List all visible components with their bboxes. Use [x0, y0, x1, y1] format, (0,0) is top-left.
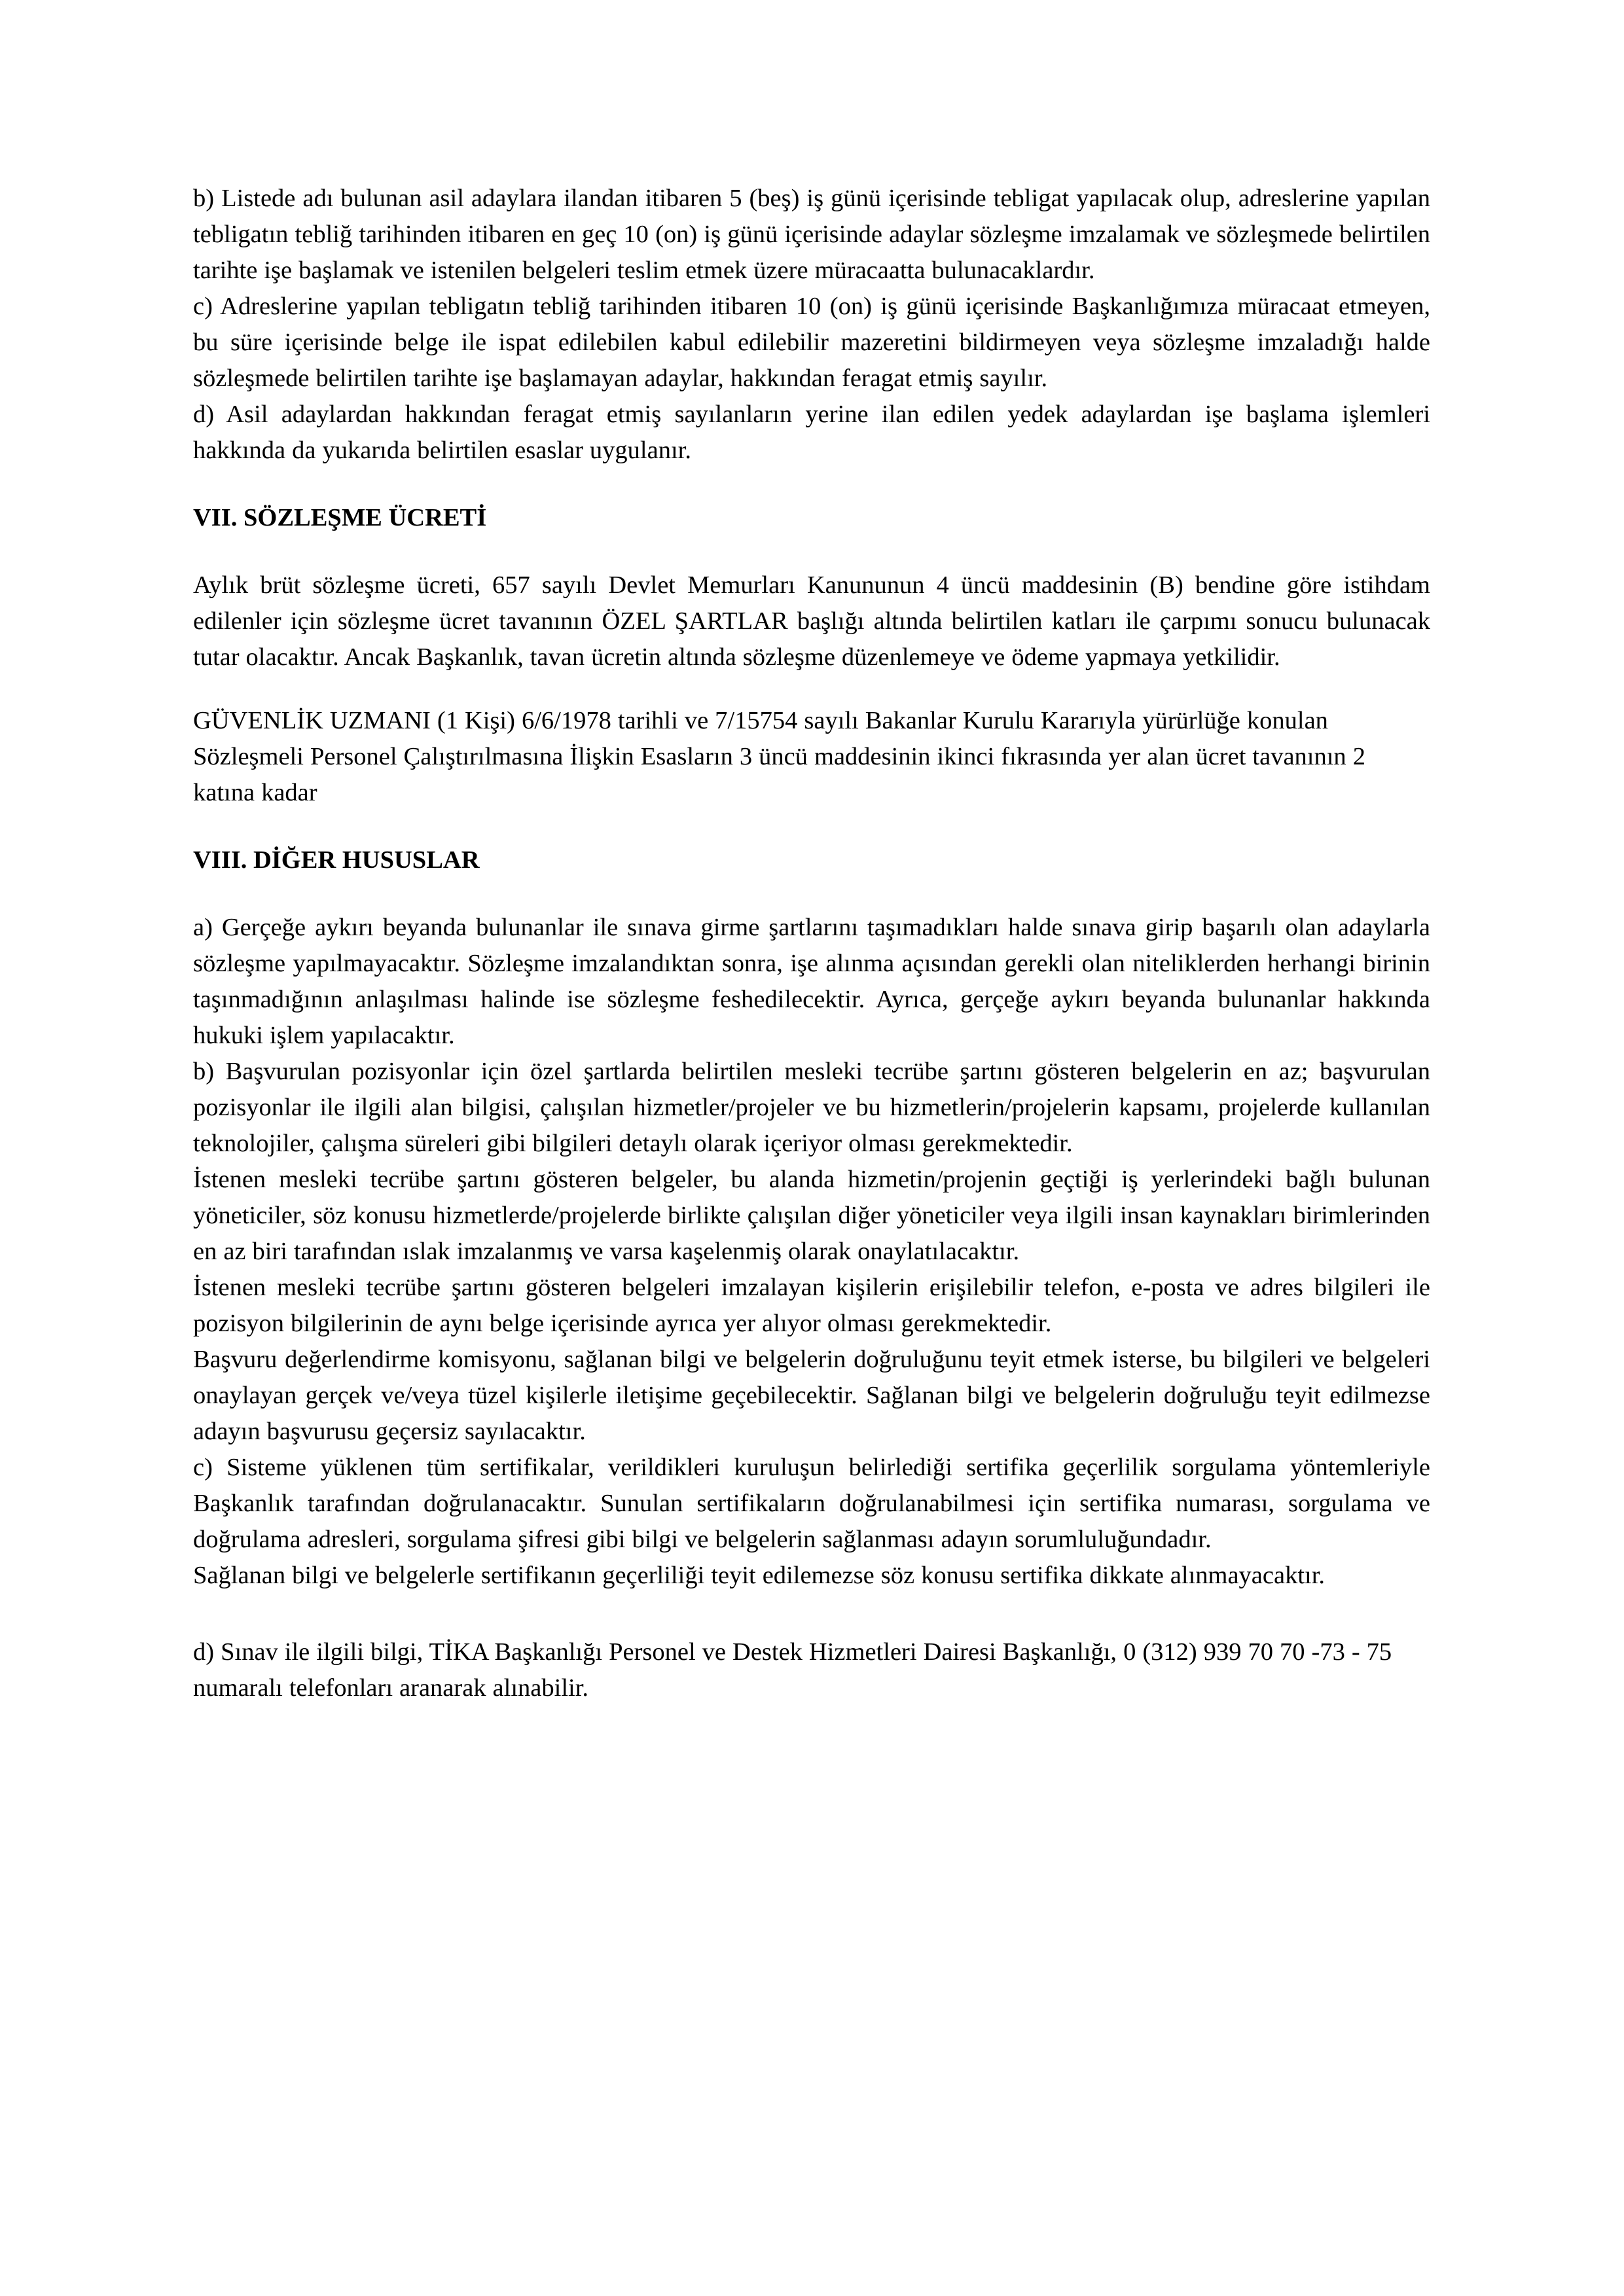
- paragraph-viii-a: a) Gerçeğe aykırı beyanda bulunanlar ile sınava girme şartlarını taşımadıkları halde sınava girip başarılı olan adaylarla sözleşme yapılmayacaktır. Sözleşme imzalandıktan sonra, işe alınma açısından gerekli olan niteliklerden herhangi birinin taşınmadığının anlaşılması halinde ise sözleşme feshedilecektir. Ayrıca, gerçeğe aykırı beyanda bulunanlar hakkında hukuki işlem yapılacaktır.: [193, 914, 1430, 1049]
- spacer-before-heading-vii: [193, 469, 1430, 500]
- paragraph-c-feragat: c) Adreslerine yapılan tebligatın tebliğ tarihinden itibaren 10 (on) iş günü içerisinde Başkanlığımıza müracaat etmeyen, bu süre içerisinde belge ile ispat edilebilen kabul edilebilir mazeretini bildirmeyen veya sözleşme imzaladığı halde sözleşmede belirtilen tarihte işe başlamayan adaylar, hakkından feragat etmiş sayılır.: [193, 293, 1430, 392]
- paragraph-viii-b: b) Başvurulan pozisyonlar için özel şartlarda belirtilen mesleki tecrübe şartını gösteren belgelerin en az; başvurulan pozisyonlar ile ilgili alan bilgisi, çalışılan hizmetler/projeler ve bu hizmetlerin/projelerin kapsamı, projelerde kullanılan teknolojiler, çalışma süreleri gibi bilgileri detaylı olarak içeriyor olması gerekmektedir.: [193, 1058, 1430, 1157]
- spacer-after-heading-viii: [193, 878, 1430, 910]
- paragraph-d-yedek-adaylar: d) Asil adaylardan hakkından feragat etmiş sayılanların yerine ilan edilen yedek adaylardan işe başlama işlemleri hakkında da yukarıda belirtilen esaslar uygulanır.: [193, 401, 1430, 464]
- paragraph-viii-b-islak-imza: İstenen mesleki tecrübe şartını gösteren belgeler, bu alanda hizmetin/projenin geçtiği iş yerlerindeki bağlı bulunan yöneticiler, söz konusu hizmetlerde/projelerde birlikte çalışılan diğer yöneticiler veya ilgili insan kaynakları birimlerinden en az biri tarafından ıslak imzalanmış ve varsa kaşelenmiş olarak onaylatılacaktır.: [193, 1166, 1430, 1265]
- paragraph-viii-c: c) Sisteme yüklenen tüm sertifikalar, verildikleri kuruluşun belirlediği sertifika geçerlilik sorgulama yöntemleriyle Başkanlık tarafından doğrulanacaktır. Sunulan sertifikaların doğrulanabilmesi için sertifika numarası, sorgulama ve doğrulama adresleri, sorgulama şifresi gibi bilgi ve belgelerin sağlanması adayın sorumluluğundadır.: [193, 1454, 1430, 1553]
- paragraph-viii-d: d) Sınav ile ilgili bilgi, TİKA Başkanlığı Personel ve Destek Hizmetleri Dairesi Başkanlığı, 0 (312) 939 70 70 -73 - 75 numaralı telefonları aranarak alınabilir.: [193, 1638, 1392, 1702]
- paragraph-vii-guvenlik-uzmani: GÜVENLİK UZMANI (1 Kişi) 6/6/1978 tarihli ve 7/15754 sayılı Bakanlar Kurulu Kararıyla yürürlüğe konulan Sözleşmeli Personel Çalıştırılmasına İlişkin Esasların 3 üncü maddesinin ikinci fıkrasında yer alan ücret tavanının 2 katına kadar: [193, 707, 1365, 806]
- paragraph-viii-b-iletisim: İstenen mesleki tecrübe şartını gösteren belgeleri imzalayan kişilerin erişilebilir telefon, e-posta ve adres bilgileri ile pozisyon bilgilerinin de aynı belge içerisinde ayrıca yer alıyor olması gerekmektedir.: [193, 1274, 1430, 1337]
- spacer-before-viii-d: [193, 1594, 1430, 1634]
- paragraph-viii-b-dogrulama: Başvuru değerlendirme komisyonu, sağlanan bilgi ve belgelerin doğruluğunu teyit etmek isterse, bu bilgileri ve belgeleri onaylayan gerçek ve/veya tüzel kişilerle iletişime geçebilecektir. Sağlanan bilgi ve belgelerin doğruluğu teyit edilmezse adayın başvurusu geçersiz sayılacaktır.: [193, 1346, 1430, 1445]
- paragraph-viii-c-gecerlilik: Sağlanan bilgi ve belgelerle sertifikanın geçerliliği teyit edilemezse söz konusu sertifika dikkate alınmayacaktır.: [193, 1562, 1326, 1589]
- page-content: [193, 181, 1430, 1706]
- paragraph-vii-aylik-brut: Aylık brüt sözleşme ücreti, 657 sayılı Devlet Memurları Kanununun 4 üncü maddesinin (B) bendine göre istihdam edilenler için sözleşme ücret tavanının ÖZEL ŞARTLAR başlığı altında belirtilen katları ile çarpımı sonucu bulunacak tutar olacaktır. Ancak Başkanlık, tavan ücretin altında sözleşme düzenlemeye ve ödeme yapmaya yetkilidir.: [193, 571, 1430, 671]
- spacer-after-heading-vii: [193, 536, 1430, 567]
- spacer-vii-inner: [193, 675, 1430, 703]
- spacer-before-heading-viii: [193, 811, 1430, 842]
- heading-section-vii: VII. SÖZLEŞME ÜCRETİ: [193, 504, 487, 531]
- paragraph-b-asil-adaylar: b) Listede adı bulunan asil adaylara ilandan itibaren 5 (beş) iş günü içerisinde tebligat yapılacak olup, adreslerine yapılan tebligatın tebliğ tarihinden itibaren en geç 10 (on) iş günü içerisinde adaylar sözleşme imzalamak ve sözleşmede belirtilen tarihte işe başlamak ve istenilen belgeleri teslim etmek üzere müracaatta bulunacaklardır.: [193, 185, 1430, 284]
- heading-section-viii: VIII. DİĞER HUSUSLAR: [193, 846, 480, 874]
